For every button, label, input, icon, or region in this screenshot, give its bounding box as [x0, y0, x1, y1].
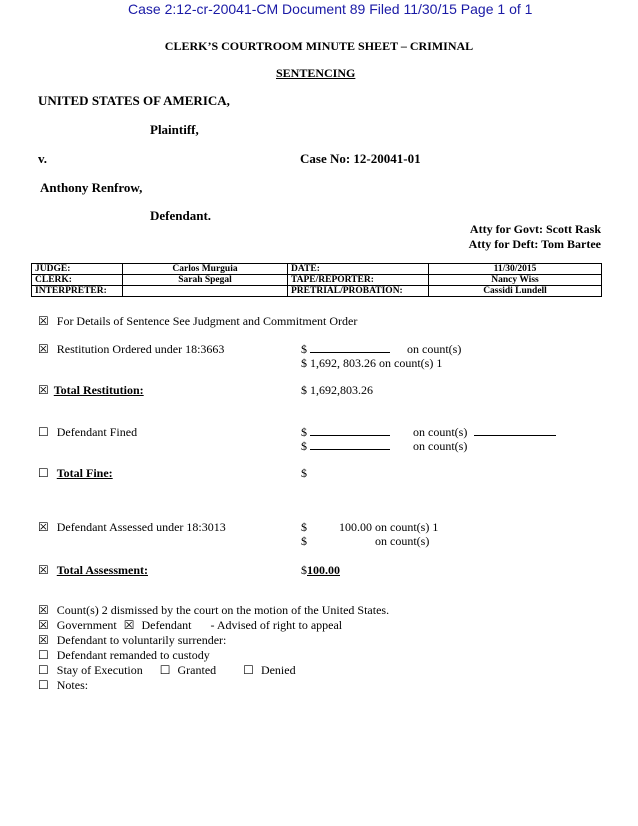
unchecked-checkbox-icon[interactable]: ☐	[38, 648, 49, 662]
date-value: 11/30/2015	[429, 264, 602, 275]
assess-line-1-dollar: $	[301, 520, 307, 534]
checked-checkbox-icon[interactable]: ☒	[38, 618, 49, 632]
document-subtitle: SENTENCING	[276, 66, 356, 80]
plaintiff-name: UNITED STATES OF AMERICA,	[38, 93, 230, 108]
dollar-sign: $	[301, 439, 307, 453]
table-row	[32, 275, 602, 286]
interpreter-label: INTERPRETER:	[32, 286, 123, 297]
advised-appeal-text: - Advised of right to appeal	[210, 618, 343, 632]
clerk-value: Sarah Spegal	[123, 275, 288, 286]
checked-checkbox-icon[interactable]: ☒	[123, 618, 135, 632]
tape-reporter-value: Nancy Wiss	[429, 275, 602, 286]
total-fine-value: $	[301, 466, 307, 480]
plaintiff-label: Plaintiff,	[150, 122, 199, 137]
details-text: For Details of Sentence See Judgment and Commitment Order	[56, 314, 358, 328]
defendant-assessed-row	[38, 520, 226, 535]
details-row	[38, 314, 357, 329]
notes-label: Notes:	[56, 678, 89, 692]
checked-checkbox-icon[interactable]: ☒	[38, 383, 49, 397]
clerk-label: CLERK:	[32, 275, 123, 286]
blank-amount-line	[310, 439, 390, 450]
interpreter-value	[123, 286, 288, 297]
judge-label: JUDGE:	[32, 264, 123, 275]
checked-checkbox-icon[interactable]: ☒	[38, 342, 49, 356]
pretrial-probation-label: PRETRIAL/PROBATION:	[288, 286, 429, 297]
defendant-fined-row	[38, 425, 137, 440]
pretrial-probation-value: Cassidi Lundell	[429, 286, 602, 297]
checked-checkbox-icon[interactable]: ☒	[38, 520, 49, 534]
total-assessment-row	[38, 563, 148, 578]
count-label: on count(s)	[413, 439, 468, 453]
table-row	[32, 264, 602, 275]
denied-label: Denied	[260, 663, 296, 677]
restitution-line-1	[301, 342, 461, 357]
remanded-row	[38, 648, 210, 663]
date-label: DATE:	[288, 264, 429, 275]
case-number: Case No: 12-20041-01	[300, 151, 421, 166]
assess-line-2-text: on count(s)	[375, 534, 430, 548]
unchecked-checkbox-icon[interactable]: ☐	[38, 466, 49, 480]
government-label: Government	[56, 618, 117, 632]
tape-reporter-label: TAPE/REPORTER:	[288, 275, 429, 286]
unchecked-checkbox-icon[interactable]: ☐	[38, 663, 49, 677]
defendant-label: Defendant	[141, 618, 192, 632]
total-fine-label: Total Fine:	[56, 466, 113, 480]
restitution-line-2: $ 1,692, 803.26 on count(s) 1	[301, 356, 443, 370]
total-assessment-label: Total Assessment:	[56, 563, 148, 577]
count-label: on count(s)	[407, 342, 462, 356]
defendant-fined-label: Defendant Fined	[56, 425, 138, 439]
defendant-label: Defendant.	[150, 208, 212, 223]
count-label: on count(s)	[413, 425, 468, 439]
total-restitution-row	[38, 383, 144, 398]
dismissed-row	[38, 603, 389, 618]
total-assessment-value	[301, 563, 340, 578]
restitution-ordered-label: Restitution Ordered under 18:3663	[56, 342, 225, 356]
total-fine-row	[38, 466, 113, 481]
attorney-government: Atty for Govt: Scott Rask	[469, 222, 601, 236]
assess-line-2-dollar: $	[301, 534, 307, 548]
total-assessment-amount: 100.00	[307, 563, 340, 577]
dollar-sign: $	[301, 342, 307, 356]
surrender-text: Defendant to voluntarily surrender:	[56, 633, 227, 647]
appeal-row	[38, 618, 342, 633]
blank-amount-line	[310, 342, 390, 353]
stay-row	[38, 663, 296, 678]
dismissed-text: Count(s) 2 dismissed by the court on the motion of the United States.	[56, 603, 390, 617]
dollar-sign: $	[301, 563, 307, 577]
unchecked-checkbox-icon[interactable]: ☐	[38, 425, 49, 439]
checked-checkbox-icon[interactable]: ☒	[38, 633, 49, 647]
surrender-row	[38, 633, 226, 648]
blank-count-line	[474, 425, 556, 436]
checked-checkbox-icon[interactable]: ☒	[38, 603, 49, 617]
blank-amount-line	[310, 425, 390, 436]
defendant-name: Anthony Renfrow,	[40, 180, 143, 195]
restitution-ordered-row	[38, 342, 224, 357]
attorney-defense: Atty for Deft: Tom Bartee	[468, 237, 601, 251]
fine-line-1	[301, 425, 556, 440]
filing-stamp: Case 2:12-cr-20041-CM Document 89 Filed 11/30/15 Page 1 of 1	[128, 1, 533, 17]
judge-value: Carlos Murguia	[123, 264, 288, 275]
dollar-sign: $	[301, 425, 307, 439]
unchecked-checkbox-icon[interactable]: ☐	[38, 678, 49, 692]
court-info-table	[31, 263, 602, 297]
stay-label: Stay of Execution	[56, 663, 143, 677]
versus-label: v.	[38, 151, 48, 166]
defendant-assessed-label: Defendant Assessed under 18:3013	[56, 520, 226, 534]
fine-line-2	[301, 439, 467, 454]
checked-checkbox-icon[interactable]: ☒	[38, 314, 49, 328]
total-restitution-label: Total Restitution:	[53, 383, 144, 397]
unchecked-checkbox-icon[interactable]: ☐	[243, 663, 254, 677]
notes-row	[38, 678, 88, 693]
checked-checkbox-icon[interactable]: ☒	[38, 563, 49, 577]
unchecked-checkbox-icon[interactable]: ☐	[159, 663, 171, 677]
total-restitution-value: $ 1,692,803.26	[301, 383, 373, 397]
table-row	[32, 286, 602, 297]
document-title: CLERK’S COURTROOM MINUTE SHEET – CRIMINAL	[164, 39, 474, 53]
assess-line-1-amount: 100.00 on count(s) 1	[339, 520, 439, 534]
remanded-text: Defendant remanded to custody	[56, 648, 210, 662]
granted-label: Granted	[177, 663, 217, 677]
